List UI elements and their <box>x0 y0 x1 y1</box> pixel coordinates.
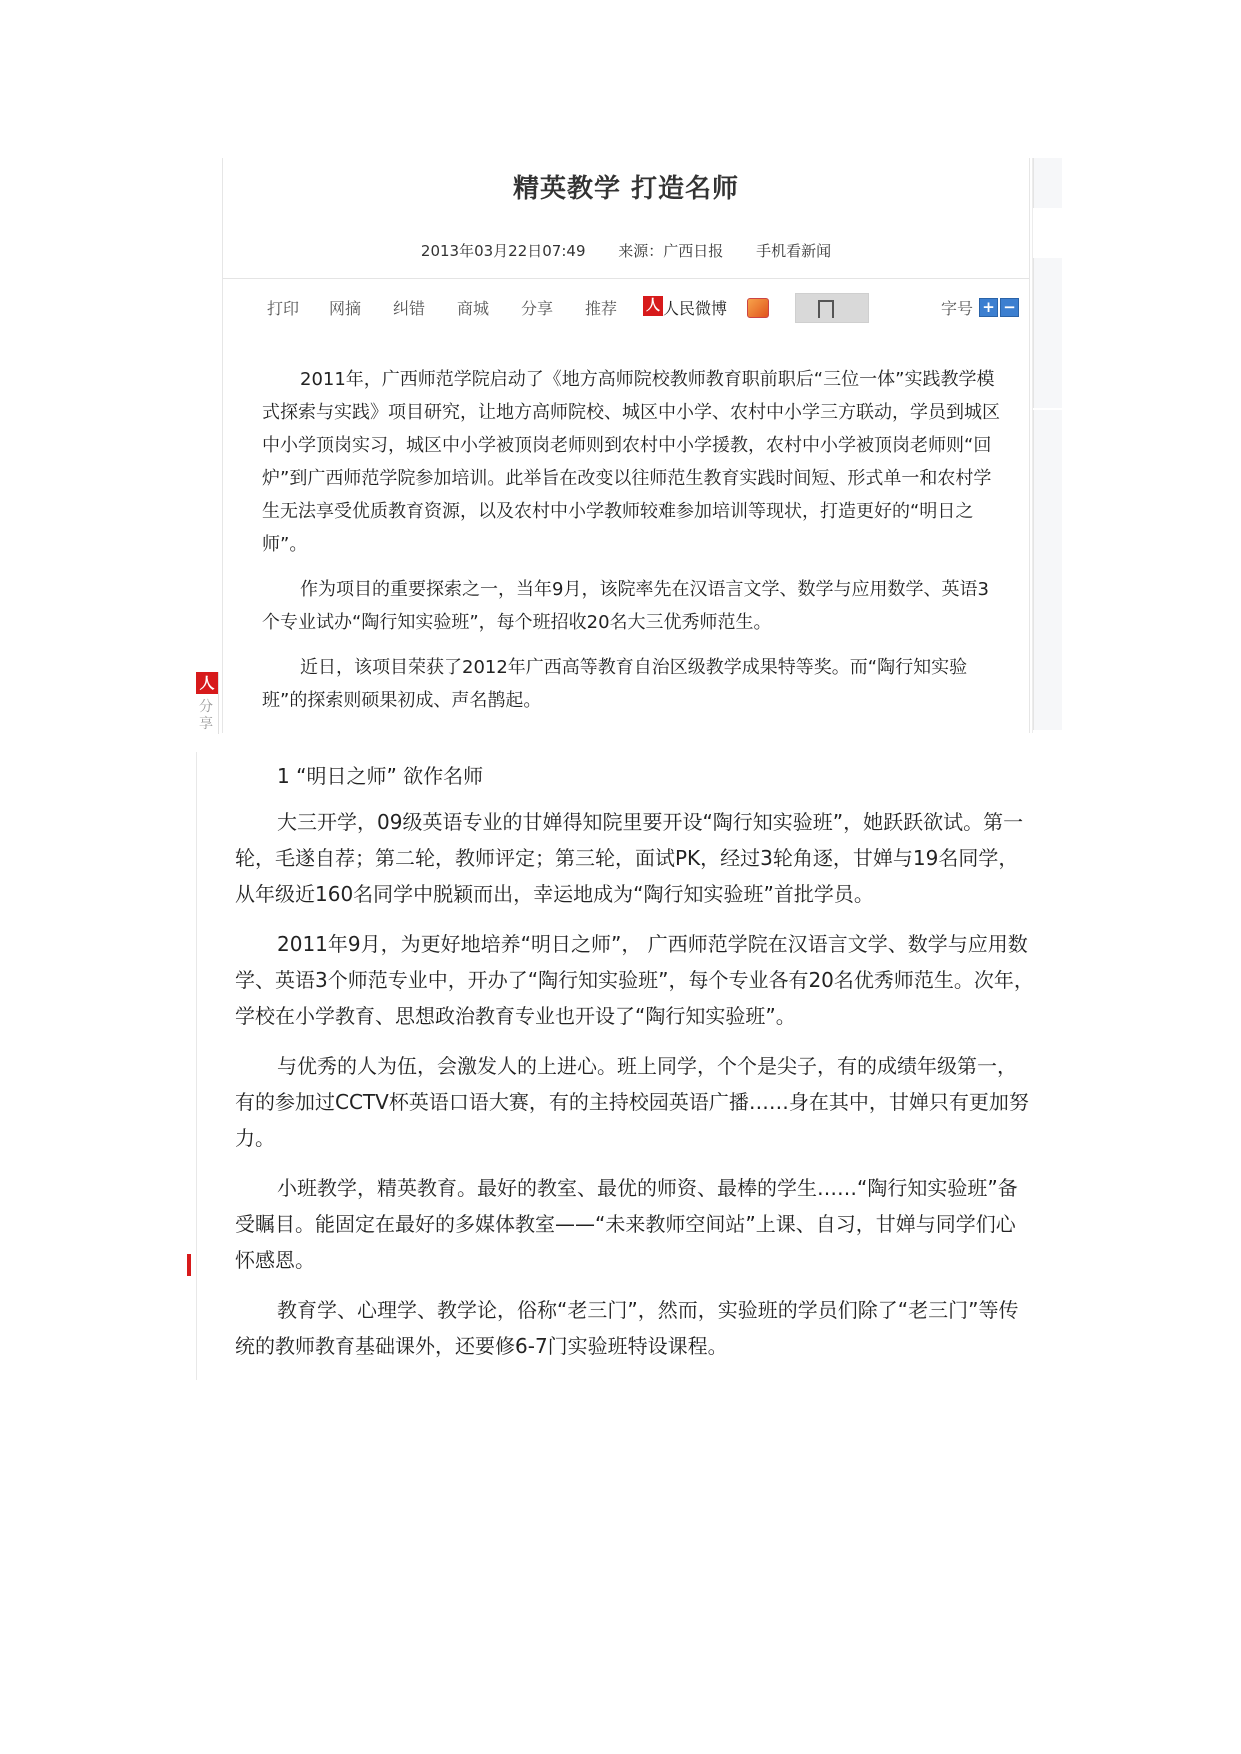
paragraph: 2011年，广西师范学院启动了《地方高师院校教师教育职前职后“三位一体”实践教学模式探索与实践》项目研究，让地方高师院校、城区中小学、农村中小学三方联动，学员到城区中小学顶岗实习，城区中小学被顶岗老师则到农村中小学援教，农村中小学被顶岗老师则“回炉”到广西师范学院参加培训。此举旨在改变以往师范生教育实践时间短、形式单一和农村学生无法享受优质教育资源，以及农村中小学教师较难参加培训等现状，打造更好的“明日之师”。 <box>262 369 1000 555</box>
paragraph: 大三开学，09级英语专业的甘婵得知院里要开设“陶行知实验班”，她跃跃欲试。第一轮，毛遂自荐；第二轮，教师评定；第三轮，面试PK，经过3轮角逐，甘婵与19名同学，从年级近160名同学中脱颖而出，幸运地成为“陶行知实验班”首批学员。 <box>235 810 1024 906</box>
article-body-part1 <box>262 363 1002 729</box>
sidebar-segment <box>1033 258 1062 408</box>
font-decrease-button[interactable]: − <box>1000 298 1019 317</box>
share-bar-edge-marker <box>187 1254 191 1276</box>
mobile-news-link[interactable]: 手机看新闻 <box>756 242 832 260</box>
paragraph: 近日，该项目荣获了2012年广西高等教育自治区级教学成果特等奖。而“陶行知实验班”的探索则硕果初成、声名鹊起。 <box>262 657 968 711</box>
sidebar-segment <box>1033 158 1062 208</box>
article-source: 来源：广西日报 <box>618 242 724 260</box>
article-body-part2 <box>235 804 1035 1378</box>
recommend-button[interactable]: 推荐 <box>585 299 618 318</box>
article-meta <box>223 240 1029 261</box>
paragraph: 小班教学，精英教育。最好的教室、最优的师资、最棒的学生……“陶行知实验班”备受瞩目。能固定在最好的多媒体教室——“未来教师空间站”上课、自习，甘婵与同学们心怀感恩。 <box>235 1176 1018 1272</box>
share-label: 分享 <box>199 699 213 732</box>
mall-link[interactable]: 商城 <box>457 299 490 318</box>
paragraph: 教育学、心理学、教学论，俗称“老三门”，然而，实验班的学员们除了“老三门”等传统的教师教育基础课外，还要修6-7门实验班特设课程。 <box>235 1298 1019 1358</box>
reader-mode-button[interactable] <box>795 293 869 323</box>
share-button[interactable]: 分享 <box>521 299 554 318</box>
paragraph: 与优秀的人为伍，会激发人的上进心。班上同学，个个是尖子，有的成绩年级第一，有的参加过CCTV杯英语口语大赛，有的主持校园英语广播……身在其中，甘婵只有更加努力。 <box>235 1054 1029 1150</box>
print-button[interactable]: 打印 <box>267 299 300 318</box>
section-heading: 1 “明日之师” 欲作名师 <box>277 764 484 788</box>
weibo-logo-icon: 人 <box>643 296 663 316</box>
article-toolbar <box>261 290 1021 322</box>
paragraph: 作为项目的重要探索之一，当年9月，该院率先在汉语言文学、数学与应用数学、英语3个专业试办“陶行知实验班”，每个班招收20名大三优秀师范生。 <box>262 579 989 633</box>
right-sidebar-strip <box>1032 158 1061 733</box>
rss-icon[interactable] <box>747 298 769 318</box>
floating-share-bar[interactable] <box>196 672 219 734</box>
sidebar-segment <box>1033 410 1062 730</box>
article-title: 精英教学 打造名师 <box>512 174 740 204</box>
people-logo-icon: 人 <box>196 672 218 694</box>
paragraph: 2011年9月，为更好地培养“明日之师”， 广西师范学院在汉语言文学、数学与应用数学、英语3个师范专业中，开办了“陶行知实验班”，每个专业各有20名优秀师范生。次年，学校在小学教育、思想政治教育专业也开设了“陶行知实验班”。 <box>235 932 1034 1028</box>
font-increase-button[interactable]: + <box>979 298 998 317</box>
excerpt-button[interactable]: 网摘 <box>329 299 362 318</box>
correct-button[interactable]: 纠错 <box>393 299 426 318</box>
font-size-label: 字号 <box>941 299 974 318</box>
article-body-panel <box>196 752 1045 1380</box>
header-divider <box>223 278 1029 279</box>
document-icon <box>818 300 834 318</box>
article-date: 2013年03月22日07:49 <box>420 242 586 260</box>
weibo-link[interactable]: 人民微博 <box>663 299 728 318</box>
